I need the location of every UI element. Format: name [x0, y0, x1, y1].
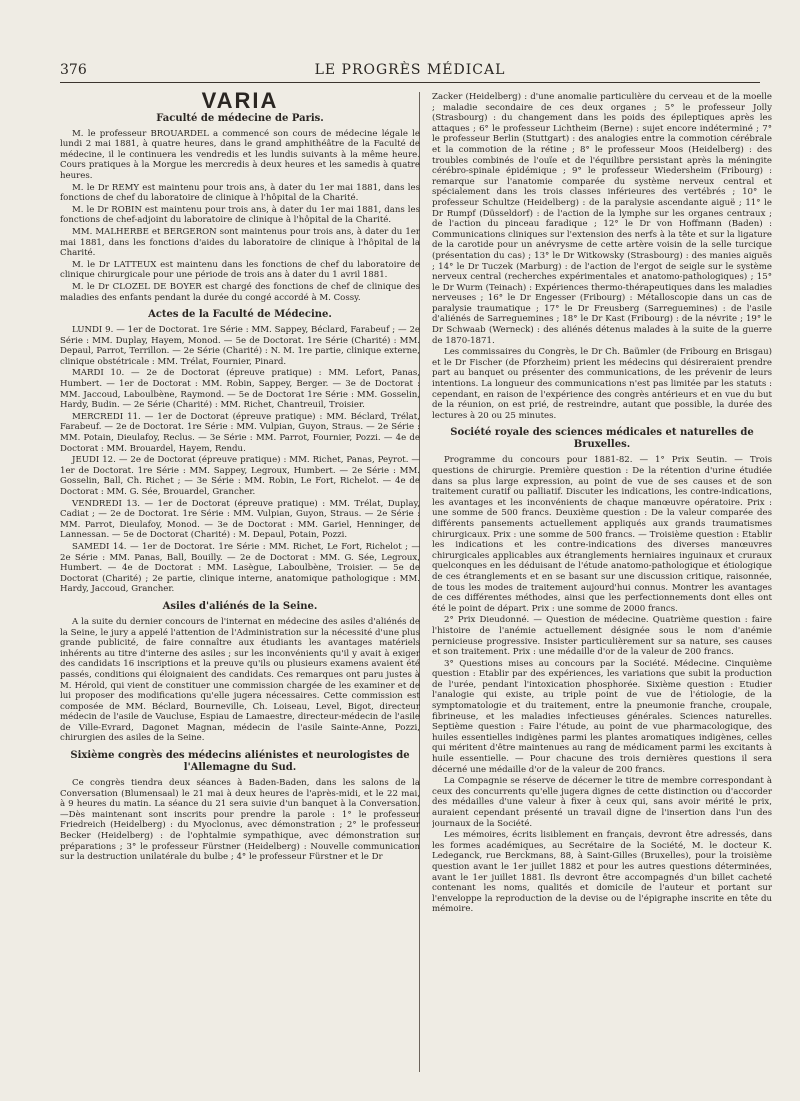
- page-header: [60, 60, 760, 86]
- paragraph: Ce congrès tiendra deux séances à Baden-Baden, dans les salons de la Conversation (Blumensaal) le 21 mai à deux heures de l'après-midi, et le 22 mai, à 9 heures du matin. La séance du 21 sera suivie d'un banquet à la Conversation. —Dès maintenant sont inscrits pour prendre la parole : 1° le professeur Friedreich (Heidelberg) : du Myoclonus, avec démonstration ; 2° le professeur Becker (Heidelberg) : de l'ophtalmie sympathique, avec démonstration sur préparations ; 3° le professeur Fürstner (Heidelberg) : Nouvelle communication sur la destruction unilatérale du bulbe ; 4° le professeur Fürstner et le Dr: [60, 778, 420, 863]
- paragraph: Les mémoires, écrits lisiblement en français, devront être adressés, dans les formes académiques, au Secrétaire de la Société, M. le docteur K. Ledeganck, rue Berckmans, 88, à Saint-Gilles (Bruxelles), pour la troisième question avant le 1er juillet 1882 et pour les autres questions déterminées, avant le 1er juillet 1881. Ils devront être accompagnés d'un billet cacheté contenant les noms, qualités et domicile de l'auteur et portant sur l'enveloppe la reproduction de la devise ou de l'épigraphe inscrite en tête du mémoire.: [432, 830, 772, 915]
- paragraph: La Compagnie se réserve de décerner le titre de membre correspondant à ceux des concurrents qu'elle jugera dignes de cette distinction ou d'accorder des médailles d'une valeur à fixer à ceux qui, sans avoir mérité le prix, auraient cependant présenté un travail digne de l'insertion dans l'un des journaux de la Société.: [432, 776, 772, 829]
- paragraph: JEUDI 12. — 2e de Doctorat (épreuve pratique) : MM. Richet, Panas, Peyrot. — 1er de Doctorat. 1re Série : MM. Sappey, Legroux, Humbert. — 2e Série : MM. Gosselin, Ball, Ch. Richet ; — 3e Série : MM. Robin, Le Fort, Richelot. — 4e de Doctorat : MM. G. Sée, Brouardel, Grancher.: [60, 455, 420, 497]
- paragraph: M. le Dr LATTEUX est maintenu dans les fonctions de chef du laboratoire de clinique chirurgicale pour une période de trois ans à dater du 1 avril 1881.: [60, 259, 420, 281]
- actes-heading: Actes de la Faculté de Médecine.: [148, 309, 332, 321]
- societe-heading: Société royale des sciences médicales et naturelles de Bruxelles.: [450, 427, 754, 451]
- paragraph: 2° Prix Dieudonné. — Question de médecine. Quatrième question : faire l'histoire de l'anémie actuellement désignée sous le nom d'anémie pernicieuse progressive. Insister particulièrement sur sa nature, ses causes et son traitement. Prix : une médaille d'or de la valeur de 200 francs.: [432, 615, 772, 658]
- asiles-text: [60, 617, 420, 744]
- right-column: [432, 92, 772, 1082]
- paragraph: SAMEDI 14. — 1er de Doctorat. 1re Série : MM. Richet, Le Fort, Richelot ; — 2e Série : MM. Panas, Ball, Bouilly. — 2e de Doctorat : MM. G. Sée, Legroux, Humbert. — 4e de Doctorat : MM. Lasègue, Laboulbène, Troisier. — 5e de Doctorat (Charité) ; 2e partie, clinique interne, anatomique pathologique : MM. Hardy, Jaccoud, Grancher.: [60, 541, 420, 595]
- page-number: 376: [60, 62, 87, 78]
- paragraph: VENDREDI 13. — 1er de Doctorat (épreuve pratique) : MM. Trélat, Duplay, Cadiat ; — 2e de Doctorat. 1re Série : MM. Vulpian, Guyon, Straus. — 2e Série : MM. Parrot, Dieulafoy, Monod. — 3e de Doctorat : MM. Gariel, Henninger, de Lannessan. — 5e de Doctorat (Charité) : M. Depaul, Potain, Pozzi.: [60, 498, 420, 541]
- left-column: [60, 92, 420, 1082]
- congres-text: [60, 778, 420, 863]
- paragraph: M. le Dr REMY est maintenu pour trois ans, à dater du 1er mai 1881, dans les fonctions de chef du laboratoire de clinique à l'hôpital de la Charité.: [60, 182, 420, 204]
- paragraph: M. le professeur BROUARDEL a commencé son cours de médecine légale le lundi 2 mai 1881, à quatre heures, dans le grand amphithéâtre de la Faculté de médecine, il le continuera les vendredis et les lundis suivants à la même heure. Cours pratiques à la Morgue les mercredis à deux heures et les samedis à quatre heures.: [60, 128, 420, 181]
- paragraph: MERCREDI 11. — 1er de Doctorat (épreuve pratique) : MM. Béclard, Trélat, Farabeuf. — 2e de Doctorat. 1re Série : MM. Vulpian, Guyon, Straus. — 2e Série : MM. Potain, Dieulafoy, Reclus. — 3e Série : MM. Parrot, Fournier, Pozzi. — 4e de Doctorat : MM. Brouardel, Hayem, Rendu.: [60, 411, 420, 454]
- paragraph: MARDI 10. — 2e de Doctorat (épreuve pratique) : MM. Lefort, Panas, Humbert. — 1er de Doctorat : MM. Robin, Sappey, Berger. — 3e de Doctorat : MM. Jaccoud, Laboulbène, Raymond. — 5e de Doctorat 1re Série : MM. Gosselin, Hardy, Budin. — 2e Série (Charité) : MM. Richet, Chantreuil, Troisier.: [60, 368, 420, 411]
- paragraph: Les commissaires du Congrès, le Dr Ch. Baümler (de Fribourg en Brisgau) et le Dr Fischer (de Pforzheim) prient les médecins qui désireraient prendre part au banquet ou présenter des communications, de les prévenir de leurs intentions. La longueur des communications n'est pas limitée par les statuts : cependant, en raison de l'expérience des congrès antérieurs et en vue du but de la réunion, on est prié, de restreindre, autant que possible, la durée des lectures à 20 ou 25 minutes.: [432, 347, 772, 421]
- paragraph: M. le Dr CLOZEL DE BOYER est chargé des fonctions de chef de clinique des maladies des enfants pendant la durée du congé accordé à M. Cossy.: [60, 281, 420, 303]
- running-title: LE PROGRÈS MÉDICAL: [314, 62, 506, 78]
- faculte-heading: Faculté de médecine de Paris.: [156, 112, 324, 124]
- societe-text: [432, 455, 772, 915]
- paragraph: LUNDI 9. — 1er de Doctorat. 1re Série : MM. Sappey, Béclard, Farabeuf ; — 2e Série : MM. Duplay, Hayem, Monod. — 5e de Doctorat. 1re Série (Charité) : MM. Depaul, Parrot, Terrillon. — 2e Série (Charité) : N. M. 1re partie, clinique externe, clinique obstétricale : MM. Trélat, Fournier, Pinard.: [60, 325, 420, 367]
- section-title: VARIA: [201, 92, 279, 113]
- paragraph: Zacker (Heidelberg) : d'une anomalie particulière du cerveau et de la moelle ; maladie secondaire de ces deux organes ; 5° le professeur Jolly (Strasbourg) : du changement dans les poids des épileptiques après les attaques ; 6° le professeur Lichtheim (Berne) : sujet encore indéterminé ; 7° le professeur Berlin (Stuttgart) : des analogies entre la commotion cérébrale et la commotion de la rétine ; 8° le professeur Moos (Heidelberg) : des troubles combinés de l'ouïe et de l'équilibre persistant après la méningite cérébro-spinale épidémique ; 9° le professeur Wiedersheim (Fribourg) : remarque sur l'anatomie comparée du système nerveux central et spécialement dans les trois classes inférieures des vertébrés ; 10° le professeur Schultze (Heidelberg) : de la paralysie ascendante aiguë ; 11° le Dr Rumpf (Düsseldorf) : de l'action de la lymphe sur les organes centraux ; de l'action du pinceau faradique ; 12° le Dr von Hoffmann (Baden) : Communications cliniques sur l'extension des nerfs à la tête et sur la ligature de la carotide pour un anévrysme de cette artère voisin de la selle turcique (présentation du cas) ; 13° le Dr Witkowsky (Strasbourg) : des manies aiguës ; 14° le Dr Tuczek (Marburg) : de l'action de l'ergot de seigle sur le système nerveux central (recherches expérimentales et anatomo-pathologiques) ; 15° le Dr Wurm (Teinach) : Expériences thermo-thérapeutiques dans les maladies nerveuses ; 16° le Dr Engesser (Fribourg) : Métalloscopie dans un cas de paralysie traumatique ; 17° le Dr Freusberg (Sarreguemines) : de l'asile d'aliénés de Sarreguemines ; 18° le Dr Kast (Fribourg) : de la névrite ; 19° le Dr Schwaab (Werneck) : des aliénés détenus malades à la suite de la guerre de 1870-1871.: [432, 92, 772, 346]
- actes-text: [60, 325, 420, 595]
- paragraph: MM. MALHERBE et BERGERON sont maintenus pour trois ans, à dater du 1er mai 1881, dans les fonctions d'aides du laboratoire de clinique à l'hôpital de la Charité.: [60, 226, 420, 259]
- congres-continued-text: [432, 92, 772, 421]
- asiles-heading: Asiles d'aliénés de la Seine.: [162, 600, 318, 612]
- paragraph: A la suite du dernier concours de l'internat en médecine des asiles d'aliénés de la Seine, le jury a appelé l'attention de l'Administration sur la nécessité d'une plus grande publicité, de faire connaître aux étudiants les avantages matériels inhérents au titre d'interne des asiles ; sur les inconvénients qu'il y avait à exiger des candidats 16 inscriptions et la preuve qu'ils ou plusieurs examens avaient été passés, conditions qui éloignaient des candidats. Ces remarques ont paru justes à M. Hérold, qui vient de constituer une commission chargée de les examiner et de lui proposer des modifications qu'elle jugera nécessaires. Cette commission est composée de MM. Béclard, Bourneville, Ch. Loiseau, Level, Bigot, directeur médecin de l'asile de Vaucluse, Espiau de Lamaestre, directeur-médecin de l'asile de Ville-Evrard, Dagonet Magnan, médecin de l'asile Sainte-Anne, Pozzi, chirurgien des asiles de la Seine.: [60, 616, 420, 744]
- paragraph: 3° Questions mises au concours par la Société. Médecine. Cinquième question : Etablir par des expériences, les variations que subit la production de l'urée, pendant l'intoxication phosphorée. Sixième question : Etudier l'analogie qui existe, au triple point de vue de l'étiologie, de la symptomatologie et du traitement, entre la pneumonie franche, croupale, fibrineuse, et les maladies infectieuses générales. Sciences naturelles. Septième question : Faire l'étude, au point de vue pharmacologique, des huiles essentielles indigènes parmi les plantes aromatiques indigènes, celles qui méritent d'être maintenues au rang de médicament parmi les excitants à huile essentielle. — Pour chacune des trois dernières questions il sera décerné une médaille d'or de la valeur de 200 francs.: [432, 658, 772, 775]
- header-rule: [60, 82, 760, 83]
- faculte-text: [60, 129, 420, 304]
- paragraph: Programme du concours pour 1881-82. — 1° Prix Seutin. — Trois questions de chirurgie. Première question : De la rétention d'urine étudiée dans sa plus large expression, au point de vue de ses causes et de son traitement curatif ou palliatif. Discuter les indications, les contre-indications, les avantages et les inconvénients de chaque manœuvre opératoire. Prix : une somme de 500 francs. Deuxième question : De la valeur comparée des différents pansements actuellement appliqués aux grands traumatismes chirurgicaux. Prix : une somme de 500 francs. — Troisième question : Etablir les indications et les contre-indications des diverses manœuvres chirurgicales applicables aux étranglements herniaires inguinaux et cruraux quelconques en les déduisant de l'étude anatomo-pathologique et étiologique de ces étranglements et en se basant sur une discussion critique, raisonnée, de tous les modes de traitement aujourd'hui connus. Montrer les avantages de ces différentes méthodes, ainsi que les perfectionnements dont elles ont été le point de départ. Prix : une somme de 2000 francs.: [432, 455, 772, 614]
- congres-heading: Sixième congrès des médecins aliénistes et neurologistes de l'Allemagne du Sud.: [70, 750, 410, 774]
- paragraph: M. le Dr ROBIN est maintenu pour trois ans, à dater du 1er mai 1881, dans les fonctions de chef-adjoint du laboratoire de clinique à l'hôpital de la Charité.: [60, 204, 420, 226]
